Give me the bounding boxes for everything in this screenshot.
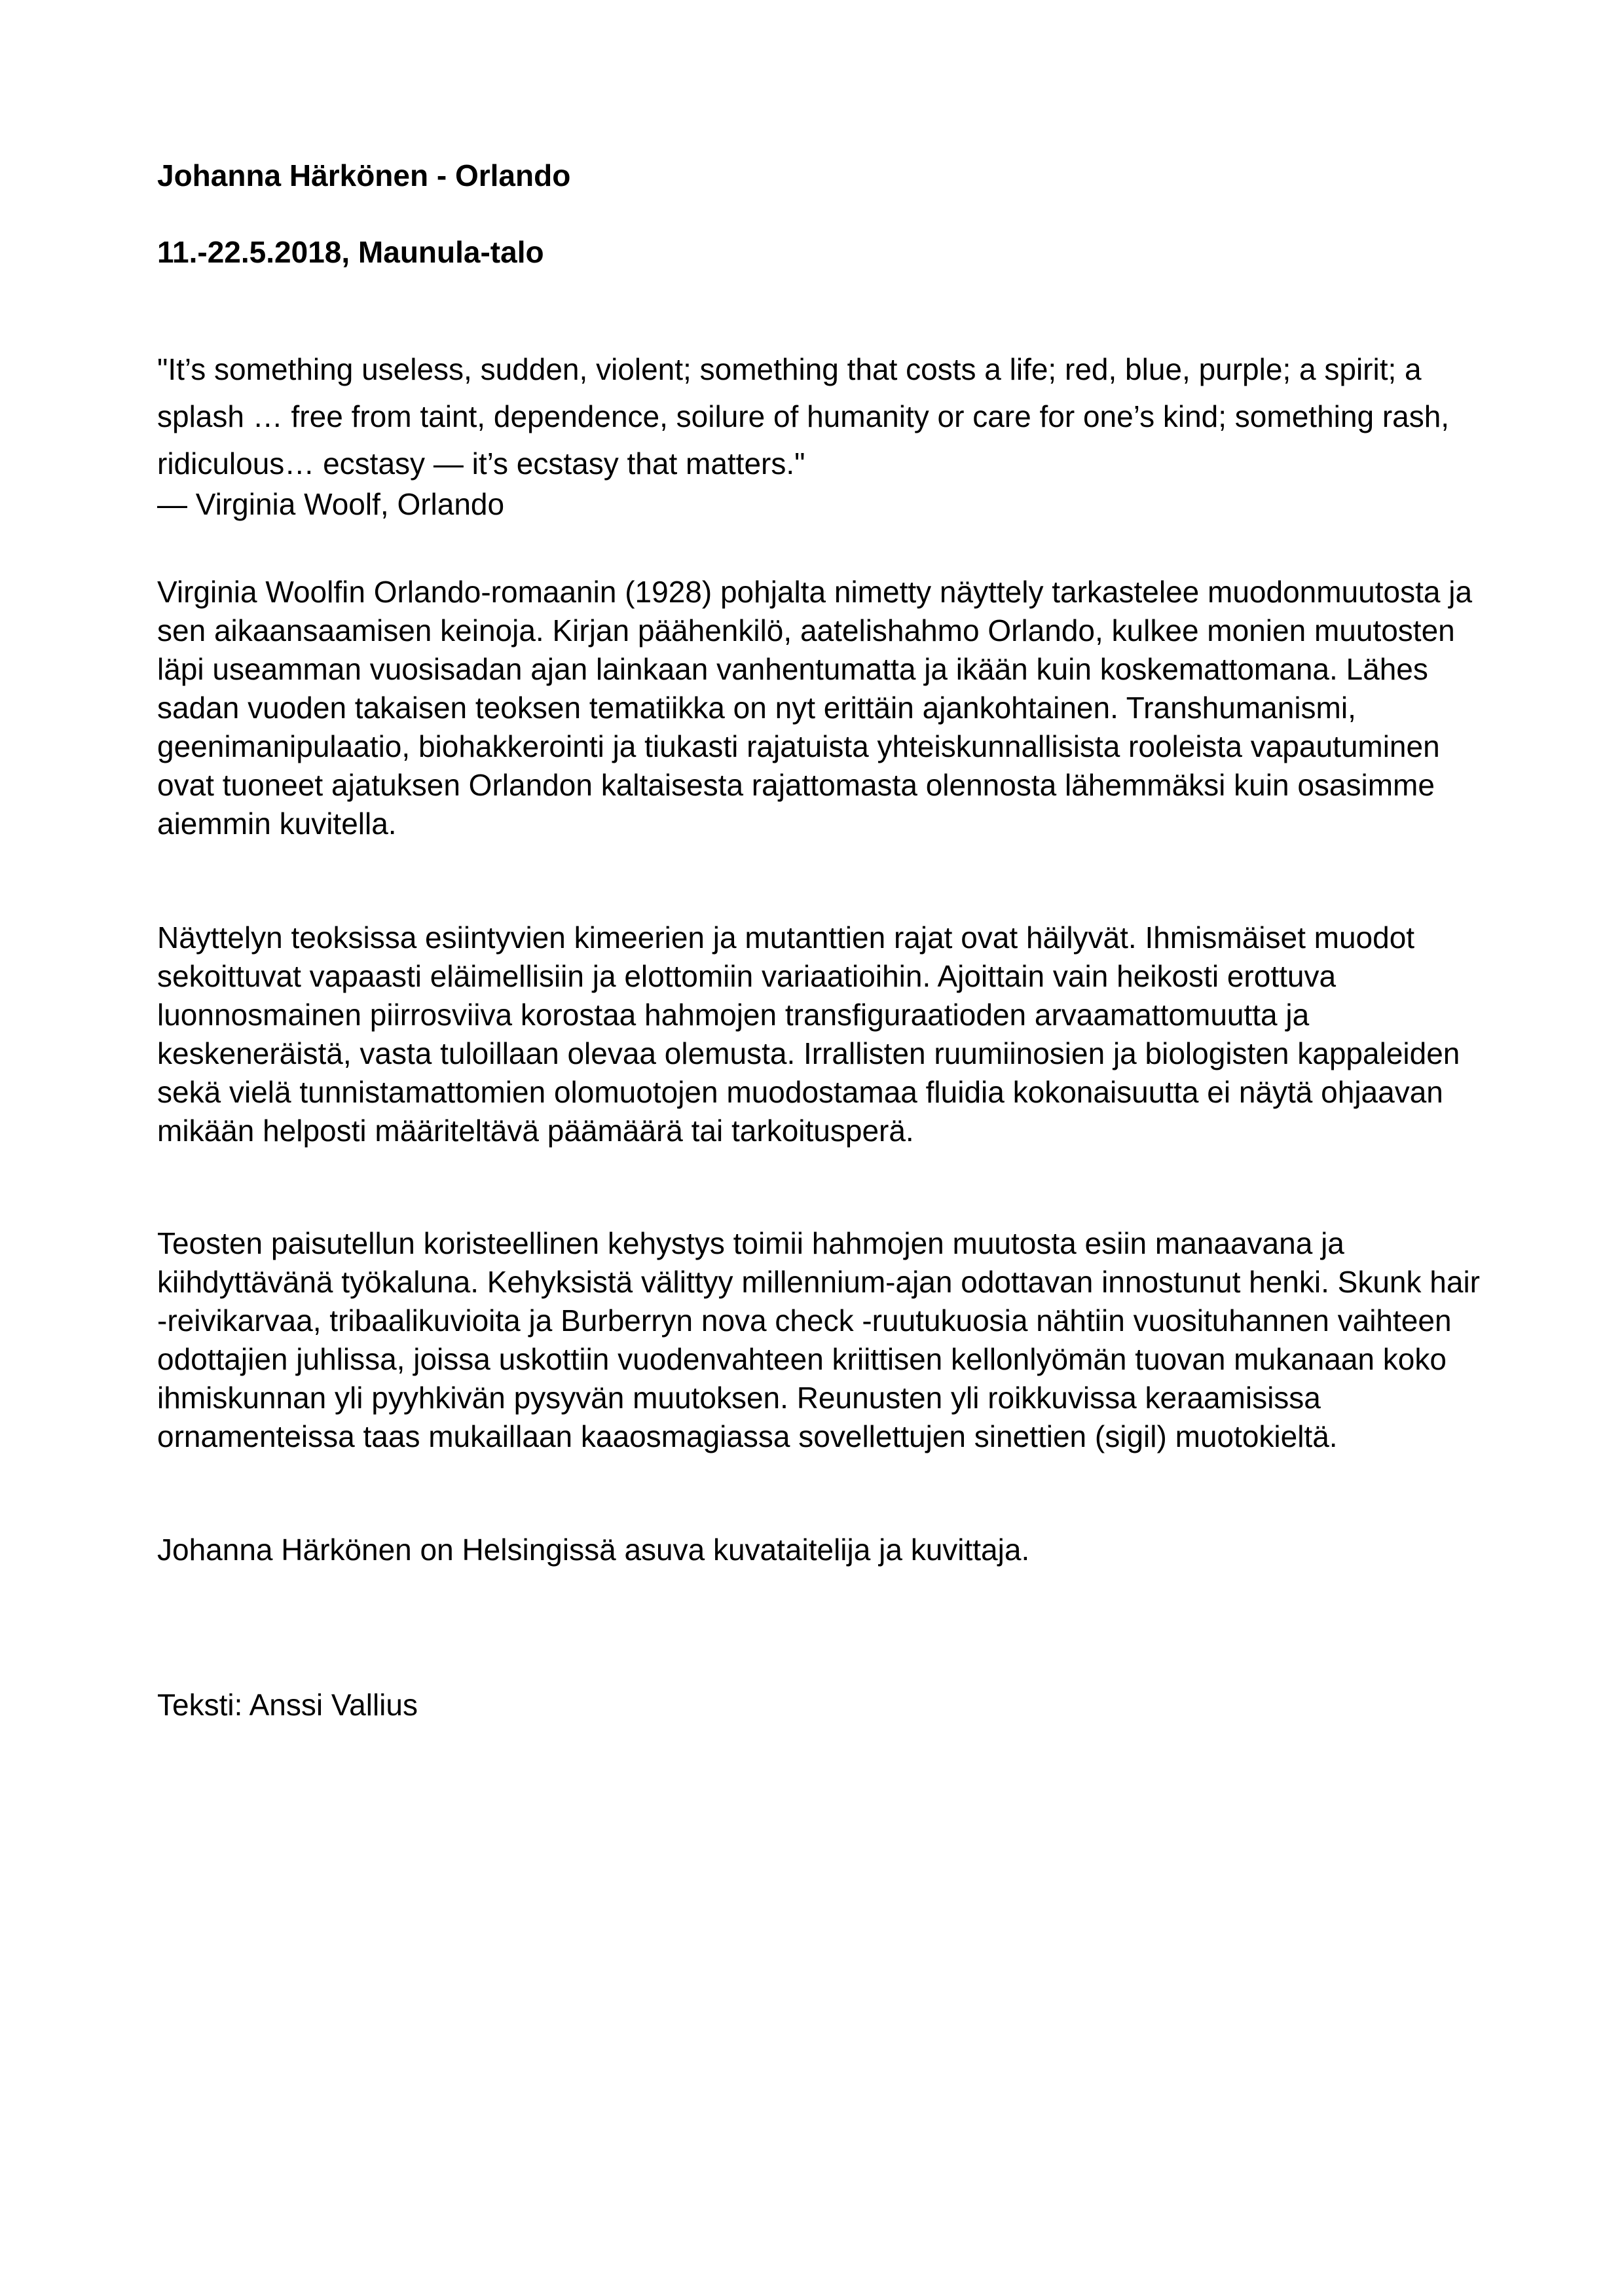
- document-title: Johanna Härkönen - Orlando: [157, 158, 571, 192]
- paragraph: Näyttelyn teoksissa esiintyvien kimeerien ja mutanttien rajat ovat häilyvät. Ihmismäiset muodot sekoittuvat vapaasti eläimellisiin ja elottomiin variaatioihin. Ajoittain vain heikosti erottuva luonnosmainen piirrosviiva korostaa hahmojen transfiguraatioden arvaamattomuutta ja keskeneräistä, vasta tuloillaan olevaa olemusta. Irrallisten ruumiinosien ja biologisten kappaleiden sekä vielä tunnistamattomien olomuotojen muodostamaa fluidia kokonaisuutta ei näytä ohjaavan mikään helposti määriteltävä päämäärä tai tarkoitusperä.: [157, 920, 1460, 1148]
- quote-text: "It’s something useless, sudden, violent; something that costs a life; red, blue, purple; a spirit; a splash … free from taint, dependence, soilure of humanity or care for one’s kind; something rash, ridiculous… ecstasy — it’s ecstasy that matters.": [157, 352, 1450, 481]
- paragraph: Teosten paisutellun koristeellinen kehystys toimii hahmojen muutosta esiin manaavana ja kiihdyttävänä työkaluna. Kehyksistä välittyy millennium-ajan odottavan innostunut henki. Skunk hair -reivikarvaa, tribaalikuvioita ja Burberryn nova check -ruutukuosia nähtiin vuosituhannen vaihteen odottajien juhlissa, joissa uskottiin vuodenvahteen kriittisen kellonlyömän tuovan mukanaan koko ihmiskunnan yli pyyhkivän pysyvän muutoksen. Reunusten yli roikkuvissa keraamisissa ornamenteissa taas mukaillaan kaaosmagiassa sovellettujen sinettien (sigil) muotokieltä.: [157, 1226, 1481, 1453]
- document-subtitle: 11.-22.5.2018, Maunula-talo: [157, 235, 544, 269]
- quote-attribution: — Virginia Woolf, Orlando: [157, 487, 505, 521]
- paragraph: Johanna Härkönen on Helsingissä asuva kuvataitelija ja kuvittaja.: [157, 1533, 1030, 1567]
- text-credit: Teksti: Anssi Vallius: [157, 1688, 418, 1722]
- paragraph: Virginia Woolfin Orlando-romaanin (1928) pohjalta nimetty näyttely tarkastelee muodonmuutosta ja sen aikaansaamisen keinoja. Kirjan päähenkilö, aatelishahmo Orlando, kulkee monien muutosten läpi useamman vuosisadan ajan lainkaan vanhentumatta ja ikään kuin koskemattomana. Lähes sadan vuoden takaisen teoksen tematiikka on nyt erittäin ajankohtainen. Transhumanismi, geenimanipulaatio, biohakkerointi ja tiukasti rajatuista yhteiskunnallisista rooleista vapautuminen ovat tuoneet ajatuksen Orlandon kaltaisesta rajattomasta olennosta lähemmäksi kuin osasimme aiemmin kuvitella.: [157, 575, 1473, 841]
